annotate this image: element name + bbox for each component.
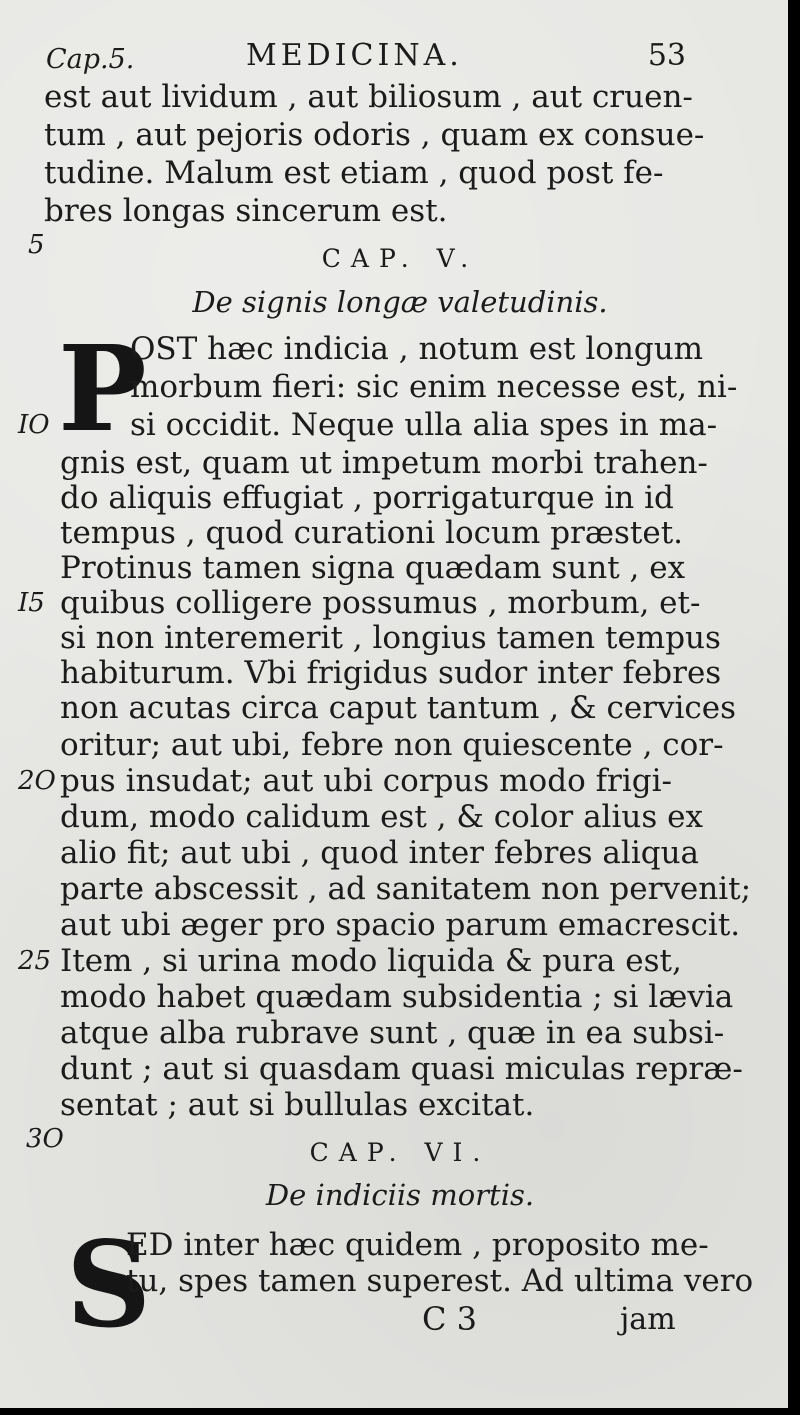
chapter-title: De signis longæ valetudinis.	[192, 285, 608, 319]
chapter-title: De indiciis mortis.	[265, 1178, 535, 1212]
text-line: modo habet quædam subsidentia ; si lævia	[60, 979, 734, 1015]
text-line: si non interemerit , longius tamen tempus	[60, 620, 721, 656]
chapter-heading: CAP. V.	[321, 244, 479, 273]
text-line: tudine. Malum est etiam , quod post fe-	[44, 155, 664, 191]
text-line: tu, spes tamen superest. Ad ultima vero	[126, 1263, 754, 1299]
text-line: si occidit. Neque ulla alia spes in ma-	[130, 407, 718, 443]
margin-line-number: IO	[18, 410, 50, 440]
text-line: habiturum. Vbi frigidus sudor inter febres	[60, 655, 722, 691]
text-line: parte abscessit , ad sanitatem non pervenit;	[60, 871, 752, 907]
margin-line-number: 2O	[18, 766, 56, 796]
running-title: MEDICINA.	[246, 38, 463, 73]
drop-cap: S	[66, 1215, 152, 1354]
text-line: quibus colligere possumus , morbum, et-	[60, 585, 701, 621]
text-line: est aut lividum , aut biliosum , aut cruen-	[44, 79, 693, 115]
signature-mark: C 3	[422, 1300, 478, 1338]
text-line: ED inter hæc quidem , proposito me-	[126, 1227, 709, 1263]
page-number: 53	[647, 38, 686, 73]
margin-line-number: 3O	[26, 1124, 64, 1154]
text-line: dum, modo calidum est , & color alius ex	[60, 799, 703, 835]
drop-cap: P	[58, 319, 147, 458]
catchword: jam	[620, 1302, 676, 1337]
text-line: aut ubi æger pro spacio parum emacrescit.	[60, 907, 741, 943]
text-line: oritur; aut ubi, febre non quiescente , cor-	[60, 727, 724, 763]
text-line: Item , si urina modo liquida & pura est,	[60, 943, 682, 979]
page-header	[46, 38, 686, 82]
text-line: pus insudat; aut ubi corpus modo frigi-	[60, 763, 673, 799]
text-line: alio fit; aut ubi , quod inter febres aliqua	[60, 835, 700, 871]
text-line: dunt ; aut si quasdam quasi miculas repræ-	[60, 1051, 743, 1087]
text-line: non acutas circa caput tantum , & cervices	[60, 690, 737, 726]
chapter-heading: CAP. VI.	[309, 1138, 491, 1167]
text-line: bres longas sincerum est.	[44, 193, 448, 229]
text-line: Protinus tamen signa quædam sunt , ex	[60, 550, 686, 586]
header-chapter: Cap.5.	[46, 44, 135, 75]
margin-line-number: 25	[18, 946, 52, 976]
text-line: gnis est, quam ut impetum morbi trahen-	[60, 445, 708, 481]
margin-line-number: 5	[28, 230, 45, 260]
text-line: sentat ; aut si bullulas excitat.	[60, 1087, 535, 1123]
text-line: tempus , quod curationi locum præstet.	[60, 515, 684, 551]
margin-line-number: I5	[18, 588, 45, 618]
text-line: atque alba rubrave sunt , quæ in ea subsi-	[60, 1015, 725, 1051]
text-line: morbum fieri: sic enim necesse est, ni-	[130, 369, 738, 405]
text-line: OST hæc indicia , notum est longum	[130, 331, 704, 367]
text-line: do aliquis effugiat , porrigaturque in id	[60, 480, 674, 516]
text-line: tum , aut pejoris odoris , quam ex consue-	[44, 117, 705, 153]
